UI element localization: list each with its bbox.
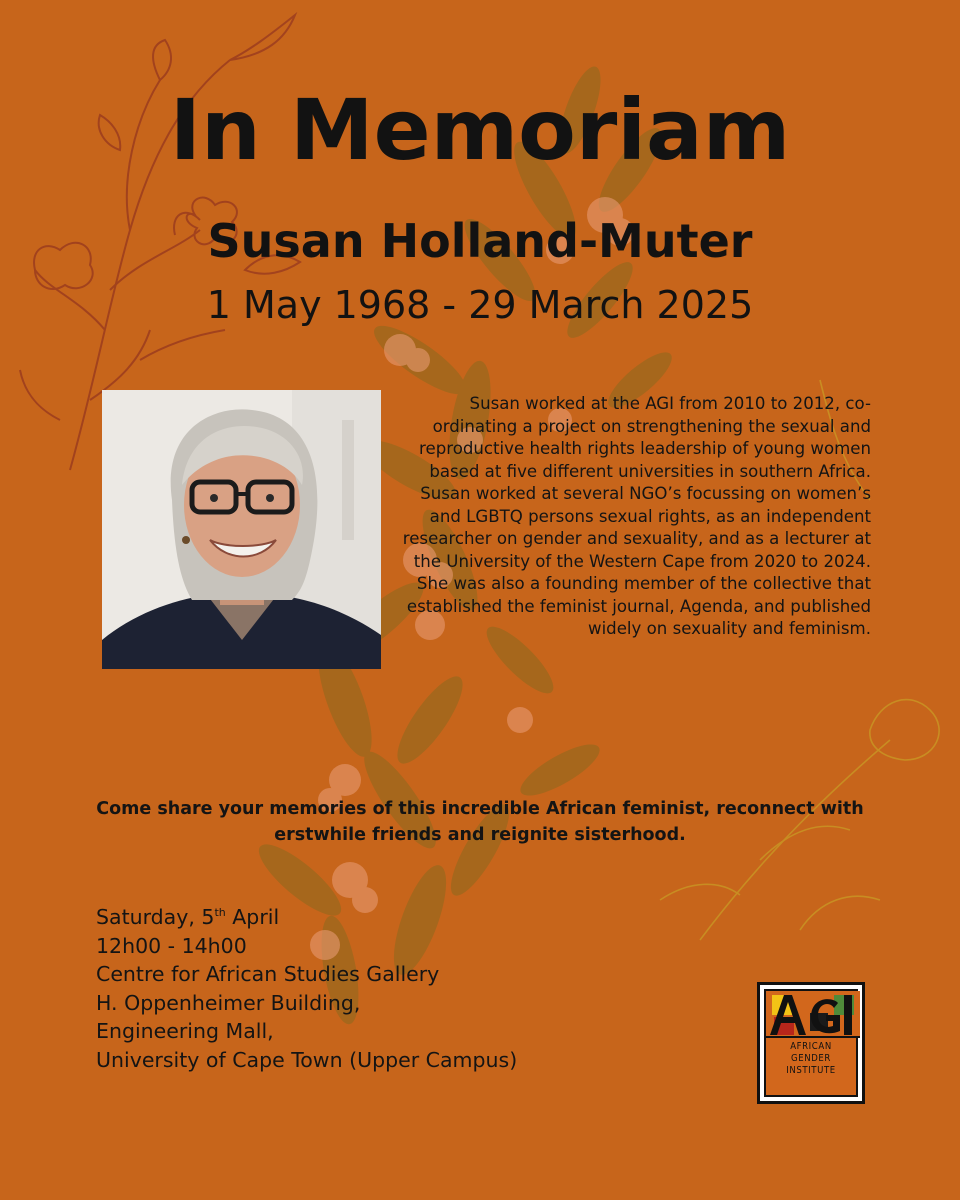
event-mall: Engineering Mall, — [96, 1019, 274, 1044]
logo-line-gender: GENDER — [791, 1053, 831, 1064]
invitation-text: Come share your memories of this incredible African feminist, reconnect with erstwhile friends and reignite sisterhood. — [96, 799, 864, 845]
event-details — [96, 903, 517, 1075]
logo-caption — [766, 1041, 856, 1077]
event-month: April — [225, 905, 280, 929]
biography-text: Susan worked at the AGI from 2010 to 2012, co-ordinating a project on strengthening the sexual and reproductive health rights leadership of young women based at five different universities in southern Africa. Susan worked at several NGO’s focussing on women’s and LGBTQ persons sexual rights, as an independent researcher on gender and sexuality, and as a lecturer at the University of the Western Cape from 2020 to 2024. She was also a founding member of the collective that established the feminist journal, Agenda, and published widely on sexuality and feminism. — [402, 394, 871, 638]
event-time: 12h00 - 14h00 — [96, 933, 247, 958]
logo-panel — [764, 989, 858, 1097]
logo-line-african: AFRICAN — [790, 1041, 832, 1052]
life-dates: 1 May 1968 - 29 March 2025 — [206, 283, 754, 327]
event-venue: Centre for African Studies Gallery — [96, 962, 440, 987]
portrait-photo — [102, 390, 381, 669]
agi-logo-mark — [766, 991, 860, 1039]
logo-line-institute: INSTITUTE — [786, 1065, 836, 1076]
event-day-suffix: th — [214, 906, 226, 920]
event-day: Saturday, 5 — [96, 905, 215, 929]
event-date — [96, 903, 517, 932]
portrait-illustration — [102, 390, 381, 669]
agi-logo — [757, 982, 865, 1104]
person-name: Susan Holland-Muter — [207, 214, 753, 268]
event-building: H. Oppenheimer Building, — [96, 990, 361, 1015]
page-title: In Memoriam — [169, 81, 791, 179]
event-campus: University of Cape Town (Upper Campus) — [96, 1047, 518, 1072]
